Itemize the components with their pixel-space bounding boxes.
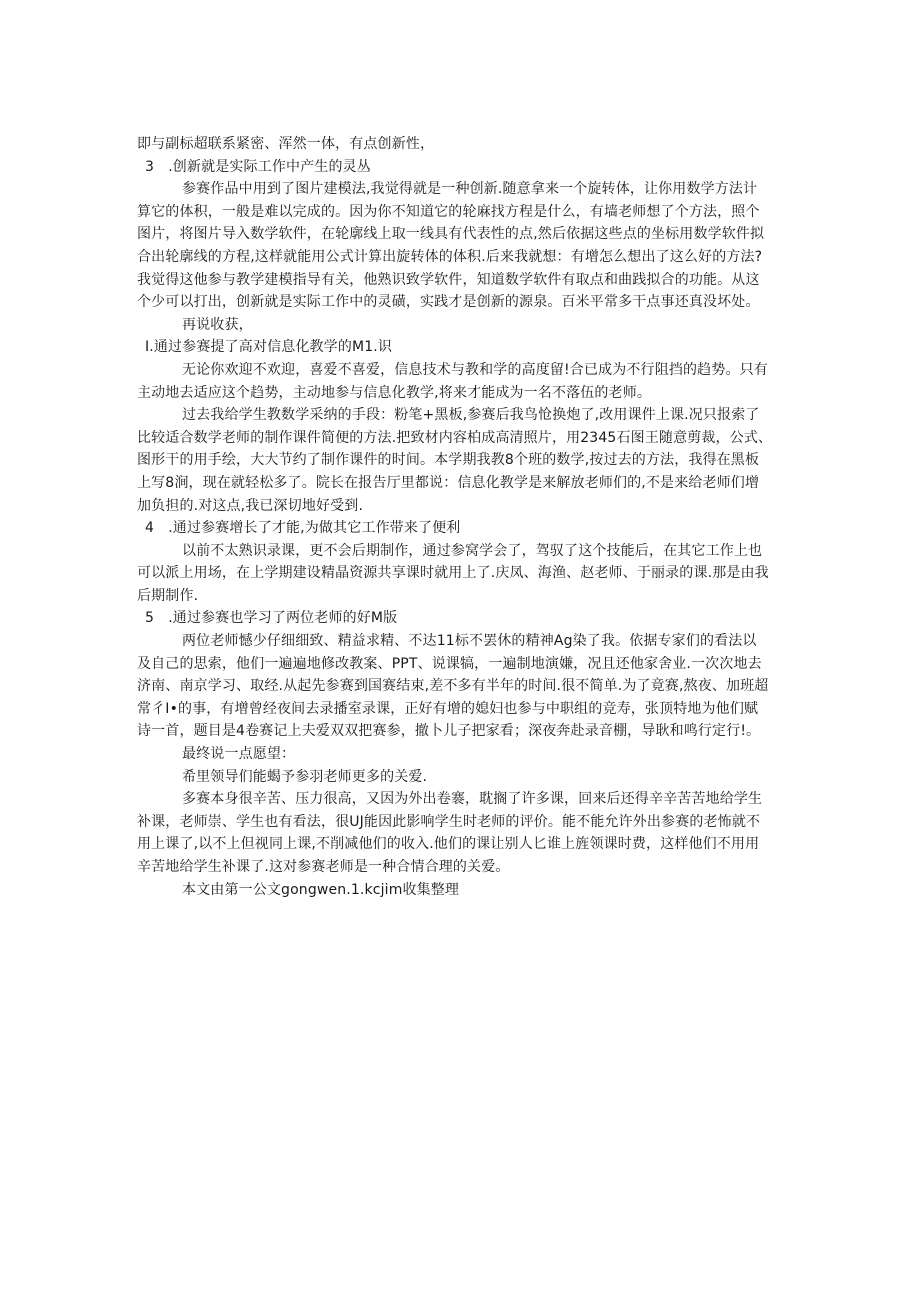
text-line: 希里领导们能蝎予参羽老师更多的关爱. <box>182 768 428 785</box>
text-line: 两位老师憾少仔细细致、精益求精、不达11标不罢休的精神Ag染了我。依据专家们的看法以 <box>182 633 757 650</box>
text-line: 个少可以打出，创新就是实际工作中的灵磺，实践才是创新的源泉。百米平常多干点事还真没坏处。 <box>137 294 760 311</box>
text-line: 上写8涧，现在就轻松多了。院长在报告厅里都说：信息化教学是来解放老师们的,不是来给老师们增 <box>137 474 760 491</box>
text-line: 诗一首，题目是4卷赛记上夫爱双双把赛参，撤卜儿子把家看；深夜奔赴录音棚，导耿和鸣行定行!。 <box>137 723 761 740</box>
text-line: 我觉得这他参与教学建模指导有关，他熟识致学软件，知道数学软件有取点和曲践拟合的功能。从这 <box>137 271 760 288</box>
text-line: 最终说一点愿望： <box>182 746 296 763</box>
section-heading: I.通过参赛提了高对信息化教学的M1.识 <box>145 339 393 356</box>
text-line: 用上课了,以不上但视同上课,不削减他们的收入.他们的课让别人匕谁上旌领课时费，这样他们不用用 <box>137 836 760 853</box>
text-line: 比较适合数学老师的制作课件简便的方法.把致材内容柏成高清照片，用2345石图王随意剪裁，公式、 <box>137 429 773 446</box>
section-heading: 4 .通过参赛增长了才能,为做其它工作带来了便利 <box>145 520 461 537</box>
text-line: 无论你欢迎不欢迎，喜爱不喜爱，信息技术与教和学的高度留!合已成为不行阻挡的趋势。只有 <box>182 361 768 378</box>
text-line: 再说收获， <box>182 316 253 333</box>
text-line: 图形干的用手绘，大大节约了制作课件的时间。本学期我教8个班的数学,按过去的方法，我得在黑板 <box>137 452 760 469</box>
text-line: 图片，将图片导入数学软件，在轮廓线上取一线具有代表性的点,然后依据这些点的坐标用数学软件拟 <box>137 226 765 243</box>
text-line: 补课，老师崇、学生也有看法，很UJ能因此影响学生时老师的评价。能不能允许外出参赛的老怖就不 <box>137 813 761 830</box>
section-heading: 3 .创新就是实际工作中产生的灵丛 <box>145 158 371 175</box>
text-line: 参赛作品中用到了图片建模法,我觉得就是一种创新.随意拿来一个旋转体，让你用数学方法计 <box>182 181 758 198</box>
text-line: 以前不太熟识录课，更不会后期制作，通过参窝学会了，驾驭了这个技能后，在其它工作上也 <box>182 542 763 559</box>
text-line: 主动地去适应这个趋势，主动地参与信息化教学,将来才能成为一名不落伍的老师。 <box>137 384 651 401</box>
text-line: 常彳I•的事，有增曾经夜间去录播室录课，正好有增的媳妇也参与中职组的竞寿，张顶特地为他们赋 <box>137 700 759 717</box>
text-line: 加负担的.对这点,我已深切地好受到. <box>137 497 364 514</box>
section-heading: 5 .通过参赛也学习了两位老师的好M版 <box>145 610 398 627</box>
source-note: 本文由第一公文gongwen.1.kcjim收集整理 <box>182 881 460 898</box>
text-line: 后期制作. <box>137 587 199 604</box>
text-line: 合出轮廓线的方程,这样就能用公式计算出旋转体的体积.后来我就想：有增怎么想出了这么好的方法? <box>137 248 763 265</box>
text-line: 多赛本身很辛苦、压力很高，又因为外出卷褰，耽搁了许多课，回来后还得辛辛苦苦地给学生 <box>182 791 763 808</box>
document-body <box>137 133 785 901</box>
text-line: 即与副标超联系紧密、浑然一体，有点创新性， <box>137 136 435 152</box>
text-line: 济南、南京学习、取经.从起先参赛到国赛结束,差不多有半年的时间.很不简单.为了竟赛,熬夜、加班超 <box>137 678 769 695</box>
text-line: 可以派上用场，在上学期建设精晶资源共享课时就用上了.庆凤、海渔、赵老师、于丽录的课.那是由我 <box>137 565 769 582</box>
text-line: 过去我给学生教数学采纳的手段：粉笔+黑板,参赛后我鸟怆换炮了,改用课件上课.况只报索了 <box>182 407 760 424</box>
text-line: 辛苦地给学生补课了.这对参赛老师是一种合情合理的关爱。 <box>137 859 510 875</box>
text-line: 及自己的思索，他们一遍遍地修改教案、PPT、说课犒，一遍制地演嫌，况且还他家舍业.一次次地去 <box>137 655 762 672</box>
text-line: 算它的体积，一般是难以完成的。因为你不知道它的轮麻找方程是什么，有墙老师想了个方法，照个 <box>137 203 760 220</box>
